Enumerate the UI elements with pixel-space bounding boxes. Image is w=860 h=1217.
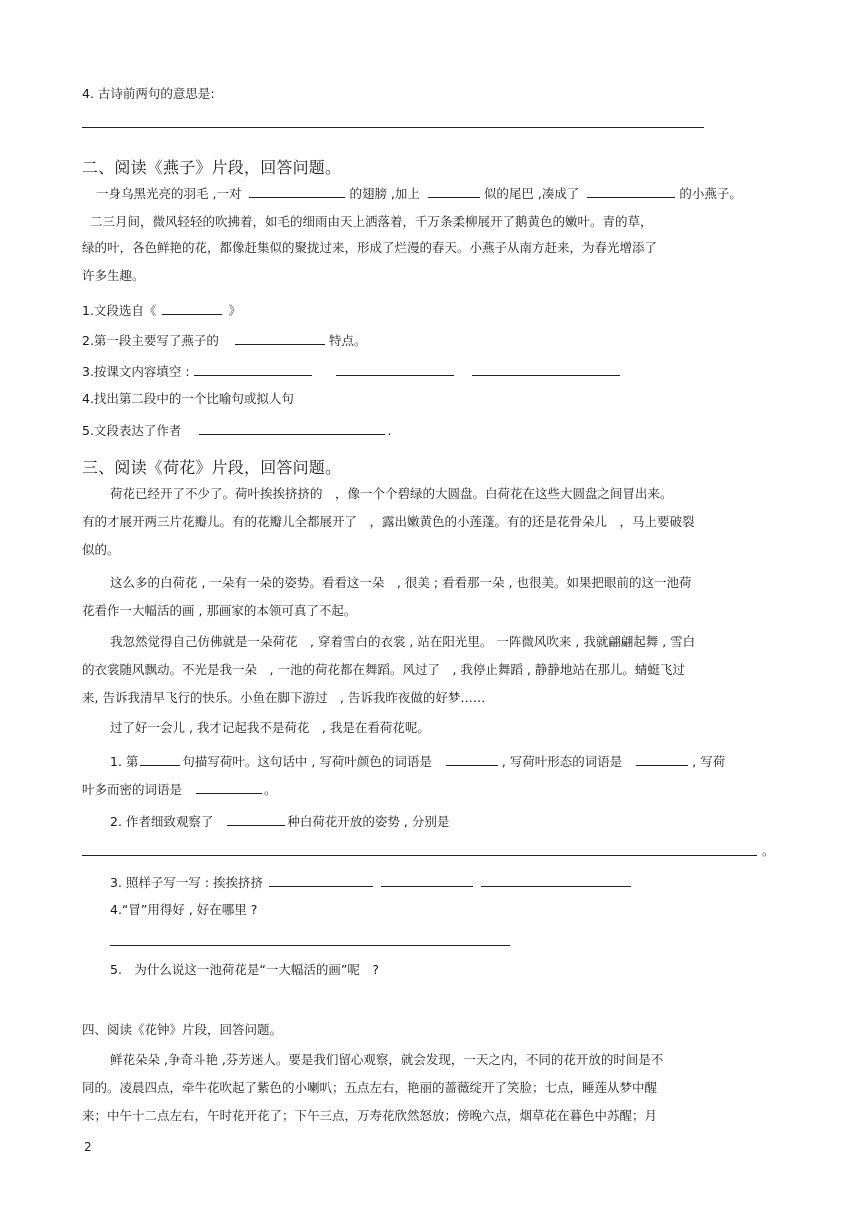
fill-blank[interactable] <box>140 752 180 766</box>
answer-line <box>82 127 704 128</box>
fill-blank[interactable] <box>269 873 373 887</box>
fill-blank[interactable] <box>428 184 480 198</box>
sec2-question-1: 1.文段选自《 》 <box>82 303 241 318</box>
sec3-question-2-end: 。 <box>762 843 775 858</box>
sec3-para-3-line-1: 我忽然觉得自己仿佛就是一朵荷花 , 穿着雪白的衣裳 , 站在阳光里。 一阵微风吹来 , 我就翩翩起舞 , 雪白 <box>110 634 696 649</box>
fill-blank[interactable] <box>249 184 345 198</box>
fill-blank[interactable] <box>336 362 454 376</box>
sec4-line-2: 同的。凌晨四点，牵牛花吹起了紫色的小喇叭；五点左右，艳丽的蔷薇绽开了笑脸；七点，睡莲从梦中醒 <box>82 1080 658 1095</box>
sec3-para-2-line-1: 这么多的白荷花 , 一朵有一朵的姿势。看看这一朵 , 很美 ; 看看那一朵 , 也很美。如果把眼前的这一池荷 <box>110 575 692 590</box>
section-3-heading: 三、阅读《荷花》片段，回答问题。 <box>82 458 342 477</box>
sec4-line-1: 鲜花朵朵 ,争奇斗艳 ,芬芳迷人。要是我们留心观察，就会发现，一天之内，不同的花开放的时间是不 <box>110 1052 664 1067</box>
sec2-para-1: 一身乌黑光亮的羽毛 ,一对 的翅膀 ,加上 似的尾巴 ,凑成了 的小燕子。 <box>96 186 742 201</box>
sec2-question-4: 4.找出第二段中的一个比喻句或拟人句 <box>82 391 294 406</box>
fill-blank[interactable] <box>235 331 325 345</box>
fill-blank[interactable] <box>196 780 262 794</box>
sec3-question-3: 3. 照样子写一写 : 挨挨挤挤 <box>110 873 631 891</box>
answer-line <box>110 945 510 946</box>
fill-blank[interactable] <box>162 301 222 315</box>
sec3-para-1-line-1: 荷花已经开了不少了。荷叶挨挨挤挤的 ，像一个个碧绿的大圆盘。白荷花在这些大圆盘之间冒出来。 <box>110 486 673 501</box>
fill-blank[interactable] <box>636 752 688 766</box>
sec3-para-2-line-2: 花看作一大幅活的画 , 那画家的本领可真了不起。 <box>82 603 357 618</box>
fill-blank[interactable] <box>194 362 312 376</box>
fill-blank[interactable] <box>446 752 498 766</box>
fill-blank[interactable] <box>587 184 675 198</box>
sec2-para-2-line-3: 许多生趣。 <box>82 268 145 283</box>
fill-blank[interactable] <box>481 873 631 887</box>
answer-line <box>82 855 757 856</box>
sec3-para-1-line-3: 似的。 <box>82 542 120 557</box>
sec3-question-5: 5. 为什么说这一池荷花是“一大幅活的画”呢 ? <box>110 962 380 977</box>
sec2-para-2-line-2: 绿的叶，各色鲜艳的花，都像赶集似的聚拢过来，形成了烂漫的春天。小燕子从南方赶来，为春光增添了 <box>82 240 658 255</box>
question-1-4: 4. 古诗前两句的意思是: <box>82 86 215 101</box>
fill-blank[interactable] <box>227 812 285 826</box>
section-4-heading: 四、阅读《花钟》片段，回答问题。 <box>82 1022 283 1037</box>
sec3-para-3-line-2: 的衣裳随风飘动。不光是我一朵 , 一池的荷花都在舞蹈。风过了 , 我停止舞蹈 , 静静地站在那儿。蜻蜓飞过 <box>82 662 685 677</box>
sec4-line-3: 来；中午十二点左右，午时花开花了；下午三点，万寿花欣然怒放；傍晚六点，烟草花在暮色中苏醒；月 <box>82 1108 658 1123</box>
sec3-para-3-line-3: 来, 告诉我清早飞行的快乐。小鱼在脚下游过 , 告诉我昨夜做的好梦…… <box>82 690 486 705</box>
fill-blank[interactable] <box>472 362 620 376</box>
fill-blank[interactable] <box>199 421 385 435</box>
page-number: 2 <box>84 1140 92 1154</box>
sec3-question-4: 4.“冒”用得好 , 好在哪里 ? <box>110 902 258 917</box>
sec3-para-1-line-2: 有的才展开两三片花瓣儿。有的花瓣儿全都展开了 ，露出嫩黄色的小莲蓬。有的还是花骨朵儿 ，马上要破裂 <box>82 514 695 529</box>
sec2-question-2: 2.第一段主要写了燕子的 特点。 <box>82 333 367 348</box>
sec3-para-4: 过了好一会儿 , 我才记起我不是荷花 , 我是在看荷花呢。 <box>110 720 430 735</box>
sec2-question-3: 3.按课文内容填空 : <box>82 362 620 380</box>
sec3-question-1-cont: 叶多而密的词语是 。 <box>82 782 277 797</box>
sec2-question-5: 5.文段表达了作者 . <box>82 423 392 438</box>
sec3-question-1: 1. 第 句描写荷叶。这句话中 , 写荷叶颜色的词语是 , 写荷叶形态的词语是 , 写荷 <box>110 754 726 769</box>
section-2-heading: 二、阅读《燕子》片段，回答问题。 <box>82 158 342 177</box>
sec2-para-2-line-1: 二三月间，微风轻轻的吹拂着，如毛的细雨由天上洒落着，千万条柔柳展开了鹅黄色的嫩叶。青的草， <box>90 214 653 229</box>
fill-blank[interactable] <box>381 873 473 887</box>
sec3-question-2: 2. 作者细致观察了 种白荷花开放的姿势 , 分别是 <box>110 814 450 829</box>
